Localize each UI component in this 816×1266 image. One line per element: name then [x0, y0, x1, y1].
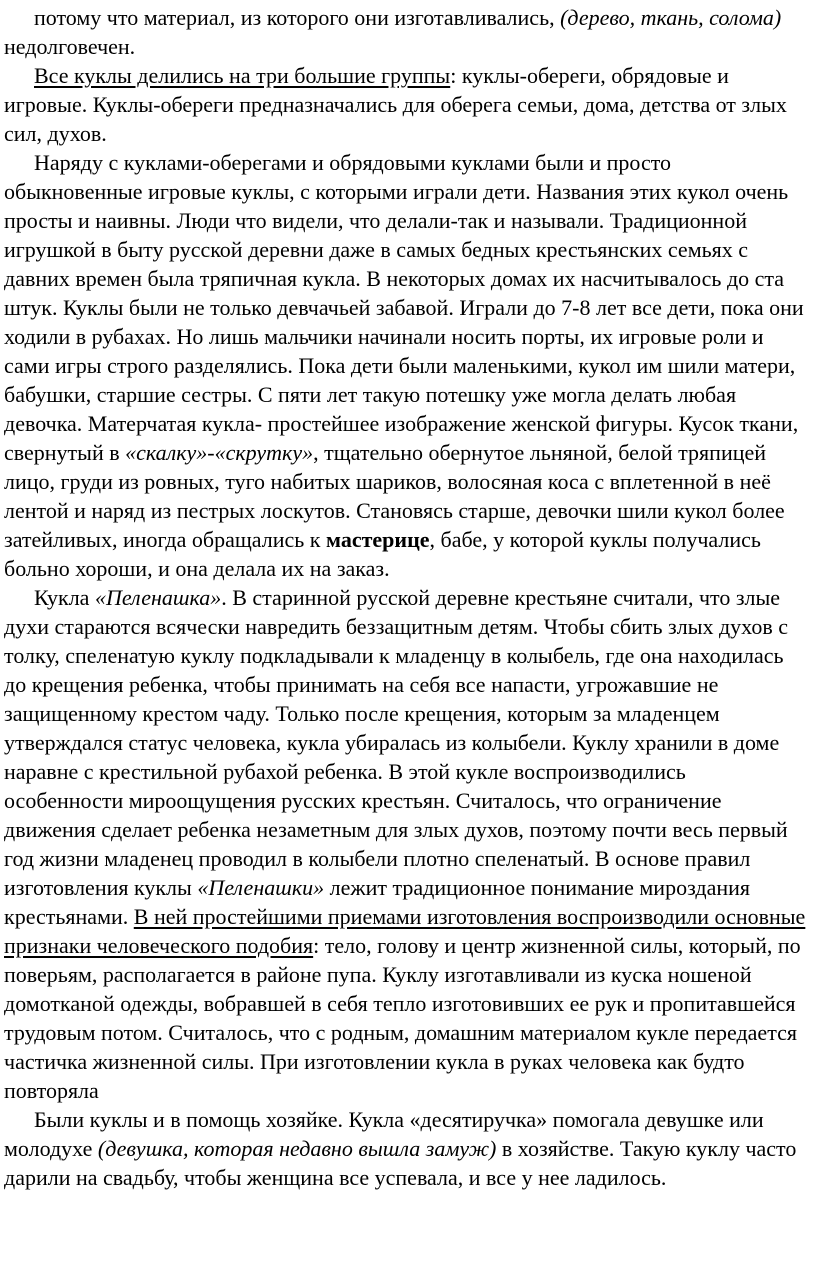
text-run: Были куклы и в помощь хозяйке. Кукла «десятиручка» помогала девушке или молодухе — [4, 1107, 764, 1161]
text-run: недолговечен. — [4, 34, 136, 59]
italic-run: «Пеленашки» — [197, 875, 325, 900]
text-run: . В старинной русской деревне крестьяне считали, что злые духи стараются всячески навредить беззащитным детям. Чтобы сбить злых духов с толку, спеленатую куклу подкладывали к младенцу в колыбель, где она находилась до крещения ребенка, чтобы принимать на себя все напасти, угрожавшие не защищенному крестом чаду. Только после крещения, которым за младенцем утверждался статус человека, кукла убиралась из колыбели. Куклу хранили в доме наравне с крестильной рубахой ребенка. В этой кукле воспроизводились особенности мироощущения русских крестьян. Считалось, что ограничение движения сделает ребенка незаметным для злых духов, поэтому почти весь первый год жизни младенец проводил в колыбели плотно спеленатый. В основе правил изготовления куклы — [4, 585, 788, 900]
paragraph-pelenashka — [4, 583, 810, 1105]
text-run: : тело, голову и центр жизненной силы, который, по поверьям, располагается в районе пупа. Куклу изготавливали из куска ношеной домотканой одежды, вобравшей в себя тепло изготовивших ее рук и пропитавшейся трудовым потом. Считалось, что с родным, домашним материалом кукле передается частичка жизненной силы. При изготовлении кукла в руках человека как будто повторяла — [4, 933, 801, 1103]
text-run: потому что материал, из которого они изготавливались, — [34, 5, 561, 30]
italic-run: «Пеленашка» — [94, 585, 222, 610]
text-run: в хозяйстве. Такую куклу часто дарили на свадьбу, чтобы женщина все успевала, и все у нее ладилось. — [4, 1136, 797, 1190]
text-run: , бабе, у которой куклы получались больно хороши, и она делала их на заказ. — [4, 527, 761, 581]
bold-run: мастерице — [326, 527, 430, 552]
paragraph-doll-groups — [4, 61, 810, 148]
italic-run: (девушка, которая недавно вышла замуж) — [97, 1136, 497, 1161]
text-run: Наряду с куклами-оберегами и обрядовыми куклами были и просто обыкновенные игровые куклы, с которыми играли дети. Названия этих кукол очень просты и наивны. Люди что видели, что делали-так и называли. Традиционной игрушкой в быту русской деревни даже в самых бедных крестьянских семьях с давних времен была тряпичная кукла. В некоторых домах их насчитывалось до ста штук. Куклы были не только девчачьей забавой. Играли до 7-8 лет все дети, пока они ходили в рубахах. Но лишь мальчики начинали носить порты, их игровые роли и сами игры строго разделялись. Пока дети были маленькими, кукол им шили матери, бабушки, старшие сестры. С пяти лет такую потешку уже могла делать любая девочка. Матерчатая кукла- простейшее изображение женской фигуры. Кусок ткани, свернутый в — [4, 150, 804, 465]
text-run: Кукла — [34, 585, 95, 610]
underlined-run: Все куклы делились на три большие группы — [34, 63, 451, 88]
underlined-run: В ней простейшими приемами изготовления воспроизводили основные признаки человеческого подобия — [4, 904, 806, 958]
text-run: лежит традиционное понимание мироздания крестьянами. — [4, 875, 750, 929]
text-run: , тщательно обернутое льняной, белой тряпицей лицо, груди из ровных, туго набитых шариков, волосяная коса с вплетенной в неё лентой и наряд из пестрых лоскутов. Становясь старше, девочки шили кукол более затейливых, иногда обращались к — [4, 440, 785, 552]
paragraph-helper-dolls — [4, 1105, 810, 1192]
paragraph-play-dolls — [4, 148, 810, 583]
text-run: : куклы-обереги, обрядовые и игровые. Куклы-обереги предназначались для оберега семьи, дома, детства от злых сил, духов. — [4, 63, 787, 146]
paragraph-materials — [4, 3, 810, 61]
italic-run: (дерево, ткань, солома) — [560, 5, 782, 30]
italic-run: «скалку»-«скрутку» — [125, 440, 314, 465]
